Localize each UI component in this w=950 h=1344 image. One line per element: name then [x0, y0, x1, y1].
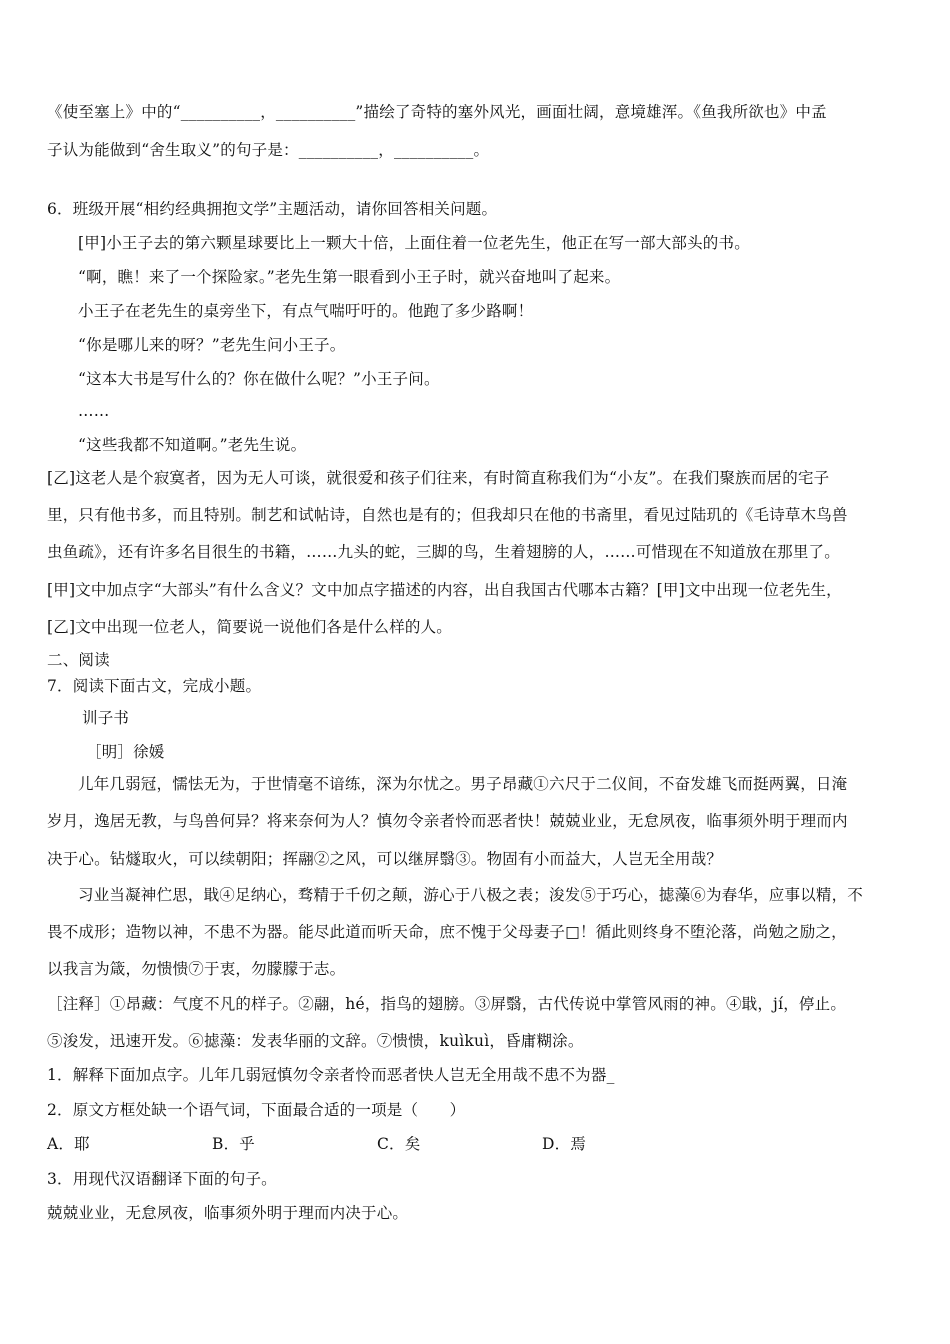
passage-yi-line-1: [乙]这老人是个寂寞者，因为无人可谈，就很爱和孩子们往来，有时简直称我们为“小友”。在我们聚族而居的宅子 — [47, 469, 830, 487]
question-7-heading: 7．阅读下面古文，完成小题。 — [47, 677, 262, 695]
annotation-line-2: ⑤浚发，迅速开发。⑥摅藻：发表华丽的文辞。⑦愦愦，kuìkuì，昏庸糊涂。 — [47, 1032, 584, 1050]
passage-jia-line-5: “这本大书是写什么的？你在做什么呢？”小王子问。 — [78, 370, 440, 388]
question-6-prompt-line-1: [甲]文中加点字“大部头”有什么含义？文中加点字描述的内容，出自我国古代哪本古籍？[甲]文中出现一位老先生， — [47, 581, 842, 599]
subquestion-2: 2．原文方框处缺一个语气词，下面最合适的一项是（ ） — [47, 1101, 466, 1119]
classical-text-author: ［明］徐媛 — [86, 743, 165, 761]
fill-blank-line-2: 子认为能做到“舍生取义”的句子是：__________，__________。 — [47, 141, 490, 159]
classical-text-title: 训子书 — [82, 709, 130, 727]
section-heading-reading: 二、阅读 — [47, 651, 110, 669]
option-b[interactable]: B．乎 — [212, 1135, 255, 1153]
classical-para-1-line-2: 岁月，逸居无教，与鸟兽何异？将来奈何为人？慎勿令亲者怜而恶者快！兢兢业业，无怠夙夜，临事须外明于理而内 — [47, 812, 848, 830]
classical-para-2-line-1: 习业当凝神伫思，戢④足纳心，骛精于千仞之颠，游心于八极之表；浚发⑤于巧心，摅藻⑥为春华，应事以精，不 — [78, 886, 864, 904]
subquestion-3: 3．用现代汉语翻译下面的句子。 — [47, 1170, 277, 1188]
translation-sentence: 兢兢业业，无怠夙夜，临事须外明于理而内决于心。 — [47, 1204, 409, 1222]
classical-para-1-line-1: 儿年几弱冠，懦怯无为，于世情毫不谙练，深为尔忧之。男子昂藏①六尺于二仪间，不奋发雄飞而挺两翼，日淹 — [78, 775, 848, 793]
question-6-heading: 6．班级开展“相约经典拥抱文学”主题活动，请你回答相关问题。 — [47, 200, 498, 218]
passage-jia-line-3: 小王子在老先生的桌旁坐下，有点气喘吁吁的。他跑了多少路啊！ — [78, 302, 534, 320]
annotation-line-1: ［注释］①昂藏：气度不凡的样子。②翮，hé，指鸟的翅膀。③屏翳，古代传说中掌管风雨的神。④戢，jí，停止。 — [47, 995, 847, 1013]
classical-para-1-line-3: 决于心。钻燧取火，可以续朝阳；挥翮②之风，可以继屏翳③。物固有小而益大，人岂无全用哉？ — [47, 850, 723, 868]
passage-jia-ellipsis: …… — [78, 402, 110, 420]
passage-yi-line-2: 里，只有他书多，而且特别。制艺和试帖诗，自然也是有的；但我却只在他的书斋里，看见过陆玑的《毛诗草木鸟兽 — [47, 506, 848, 524]
classical-para-2-line-3: 以我言为箴，勿愦愦⑦于衷，勿朦朦于志。 — [47, 960, 346, 978]
fill-blank-line-1: 《使至塞上》中的“__________，__________”描绘了奇特的塞外风光，画面壮阔，意境雄浑。《鱼我所欲也》中孟 — [47, 103, 827, 121]
classical-para-2-line-2: 畏不成形；造物以神，不患不为器。能尽此道而听天命，庶不愧于父母妻子□！循此则终身不堕沦落，尚勉之励之， — [47, 923, 847, 941]
passage-jia-line-2: “啊，瞧！来了一个探险家。”老先生第一眼看到小王子时，就兴奋地叫了起来。 — [78, 268, 621, 286]
passage-yi-line-3: 虫鱼疏》，还有许多名目很生的书籍，……九头的蛇，三脚的鸟，生着翅膀的人，……可惜现在不知道放在那里了。 — [47, 543, 840, 561]
subquestion-1: 1．解释下面加点字。儿年几弱冠慎勿令亲者怜而恶者快人岂无全用哉不患不为器_ — [47, 1066, 615, 1084]
passage-jia-line-4: “你是哪儿来的呀？”老先生问小王子。 — [78, 336, 346, 354]
option-d[interactable]: D．焉 — [542, 1135, 587, 1153]
passage-jia-line-6: “这些我都不知道啊。”老先生说。 — [78, 436, 307, 454]
passage-jia-line-1: [甲]小王子去的第六颗星球要比上一颗大十倍，上面住着一位老先生，他正在写一部大部头的书。 — [78, 234, 750, 252]
option-a[interactable]: A．耶 — [47, 1135, 90, 1153]
question-6-prompt-line-2: [乙]文中出现一位老人，简要说一说他们各是什么样的人。 — [47, 618, 452, 636]
option-c[interactable]: C．矣 — [377, 1135, 421, 1153]
